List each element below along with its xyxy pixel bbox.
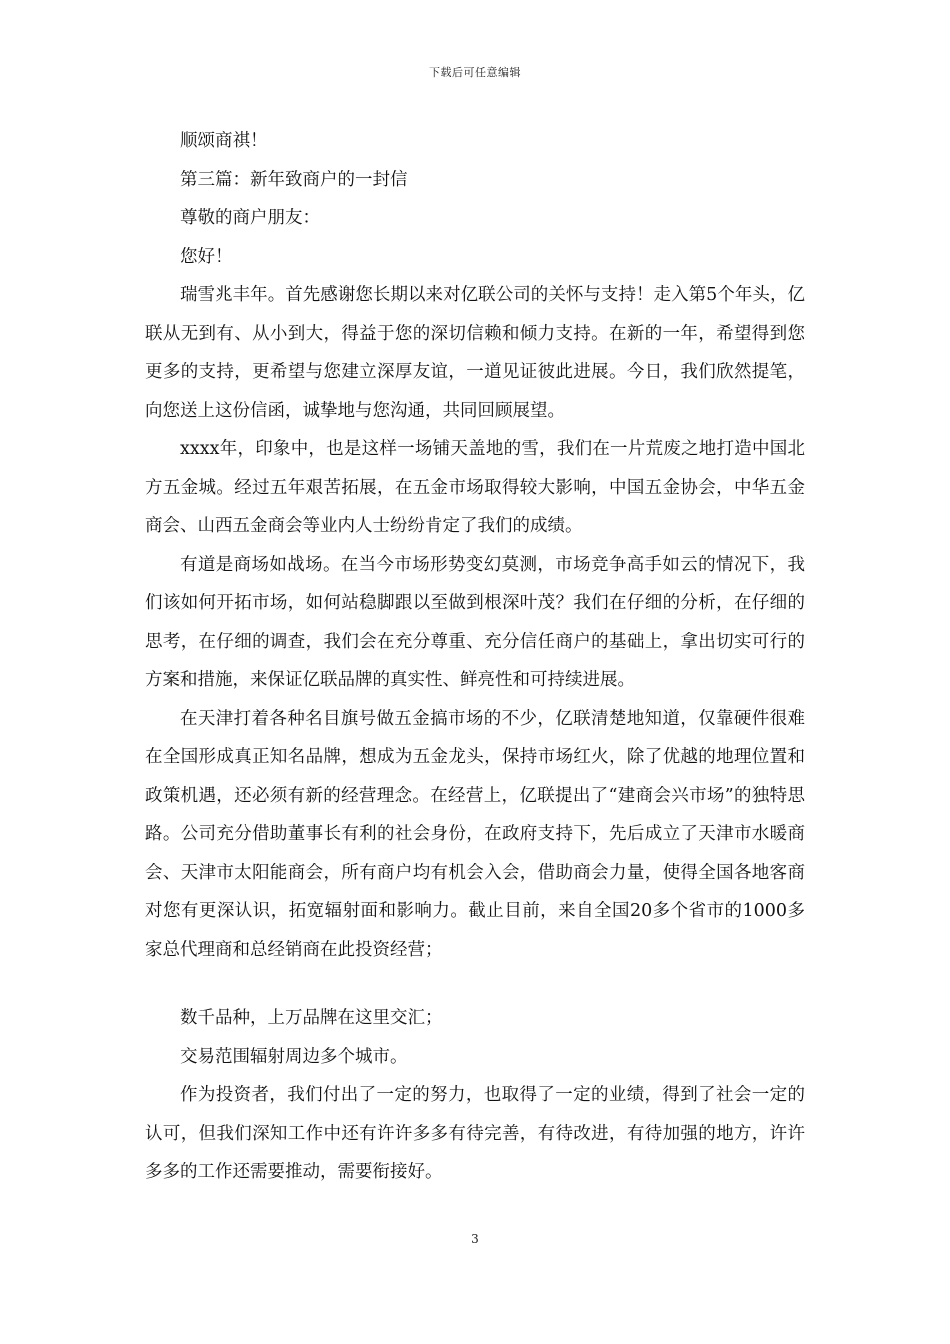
paragraph-brands: 数千品种，上万品牌在这里交汇； (180, 1008, 443, 1028)
greeting: 您好！ (180, 246, 233, 267)
paragraph-range: 交易范围辐射周边多个城市。 (180, 1046, 408, 1067)
page-header-note: 下载后可任意编辑 (429, 66, 521, 79)
page-number: 3 (471, 1232, 479, 1246)
salutation: 尊敬的商户朋友： (180, 208, 320, 228)
paragraph-intro: 瑞雪兆丰年。首先感谢您长期以来对亿联公司的关怀与支持！走入第5个年头，亿联从无到有、从小到大，得益于您的深切信赖和倾力支持。在新的一年，希望得到您更多的支持，更希望与您建立深厚友谊，一道见证彼此进展。今日，我们欣然提笔，向您送上这份信函，诚挚地与您沟通，共同回顾展望。 (145, 285, 805, 421)
paragraph-tianjin: 在天津打着各种名目旗号做五金搞市场的不少，亿联清楚地知道，仅靠硬件很难在全国形成真正知名品牌，想成为五金龙头，保持市场红火，除了优越的地理位置和政策机遇，还必须有新的经营理念。在经营上，亿联提出了“建商会兴市场”的独特思路。公司充分借助董事长有利的社会身份，在政府支持下，先后成立了天津市水暖商会、天津市太阳能商会，所有商户均有机会入会，借助商会力量，使得全国各地客商对您有更深认识，拓宽辐射面和影响力。截止目前，来自全国20多个省市的1000多家总代理商和总经销商在此投资经营； (145, 708, 805, 960)
paragraph-history: xxxx年，印象中，也是这样一场铺天盖地的雪，我们在一片荒废之地打造中国北方五金城。经过五年艰苦拓展，在五金市场取得较大影响，中国五金协会，中华五金商会、山西五金商会等业内人士纷纷肯定了我们的成绩。 (145, 439, 805, 536)
paragraph-investor: 作为投资者，我们付出了一定的努力，也取得了一定的业绩，得到了社会一定的认可，但我们深知工作中还有许许多多有待完善，有待改进，有待加强的地方，许许多多的工作还需要推动，需要衔接好。 (145, 1085, 805, 1182)
paragraph-market: 有道是商场如战场。在当今市场形势变幻莫测，市场竞争高手如云的情况下，我们该如何开拓市场，如何站稳脚跟以至做到根深叶茂？我们在仔细的分析，在仔细的思考，在仔细的调查，我们会在充分尊重、充分信任商户的基础上，拿出切实可行的方案和措施，来保证亿联品牌的真实性、鲜亮性和可持续进展。 (145, 554, 805, 690)
document-body (145, 122, 805, 1192)
closing-greeting: 顺颂商祺！ (180, 131, 268, 151)
section-title: 第三篇：新年致商户的一封信 (180, 169, 408, 190)
